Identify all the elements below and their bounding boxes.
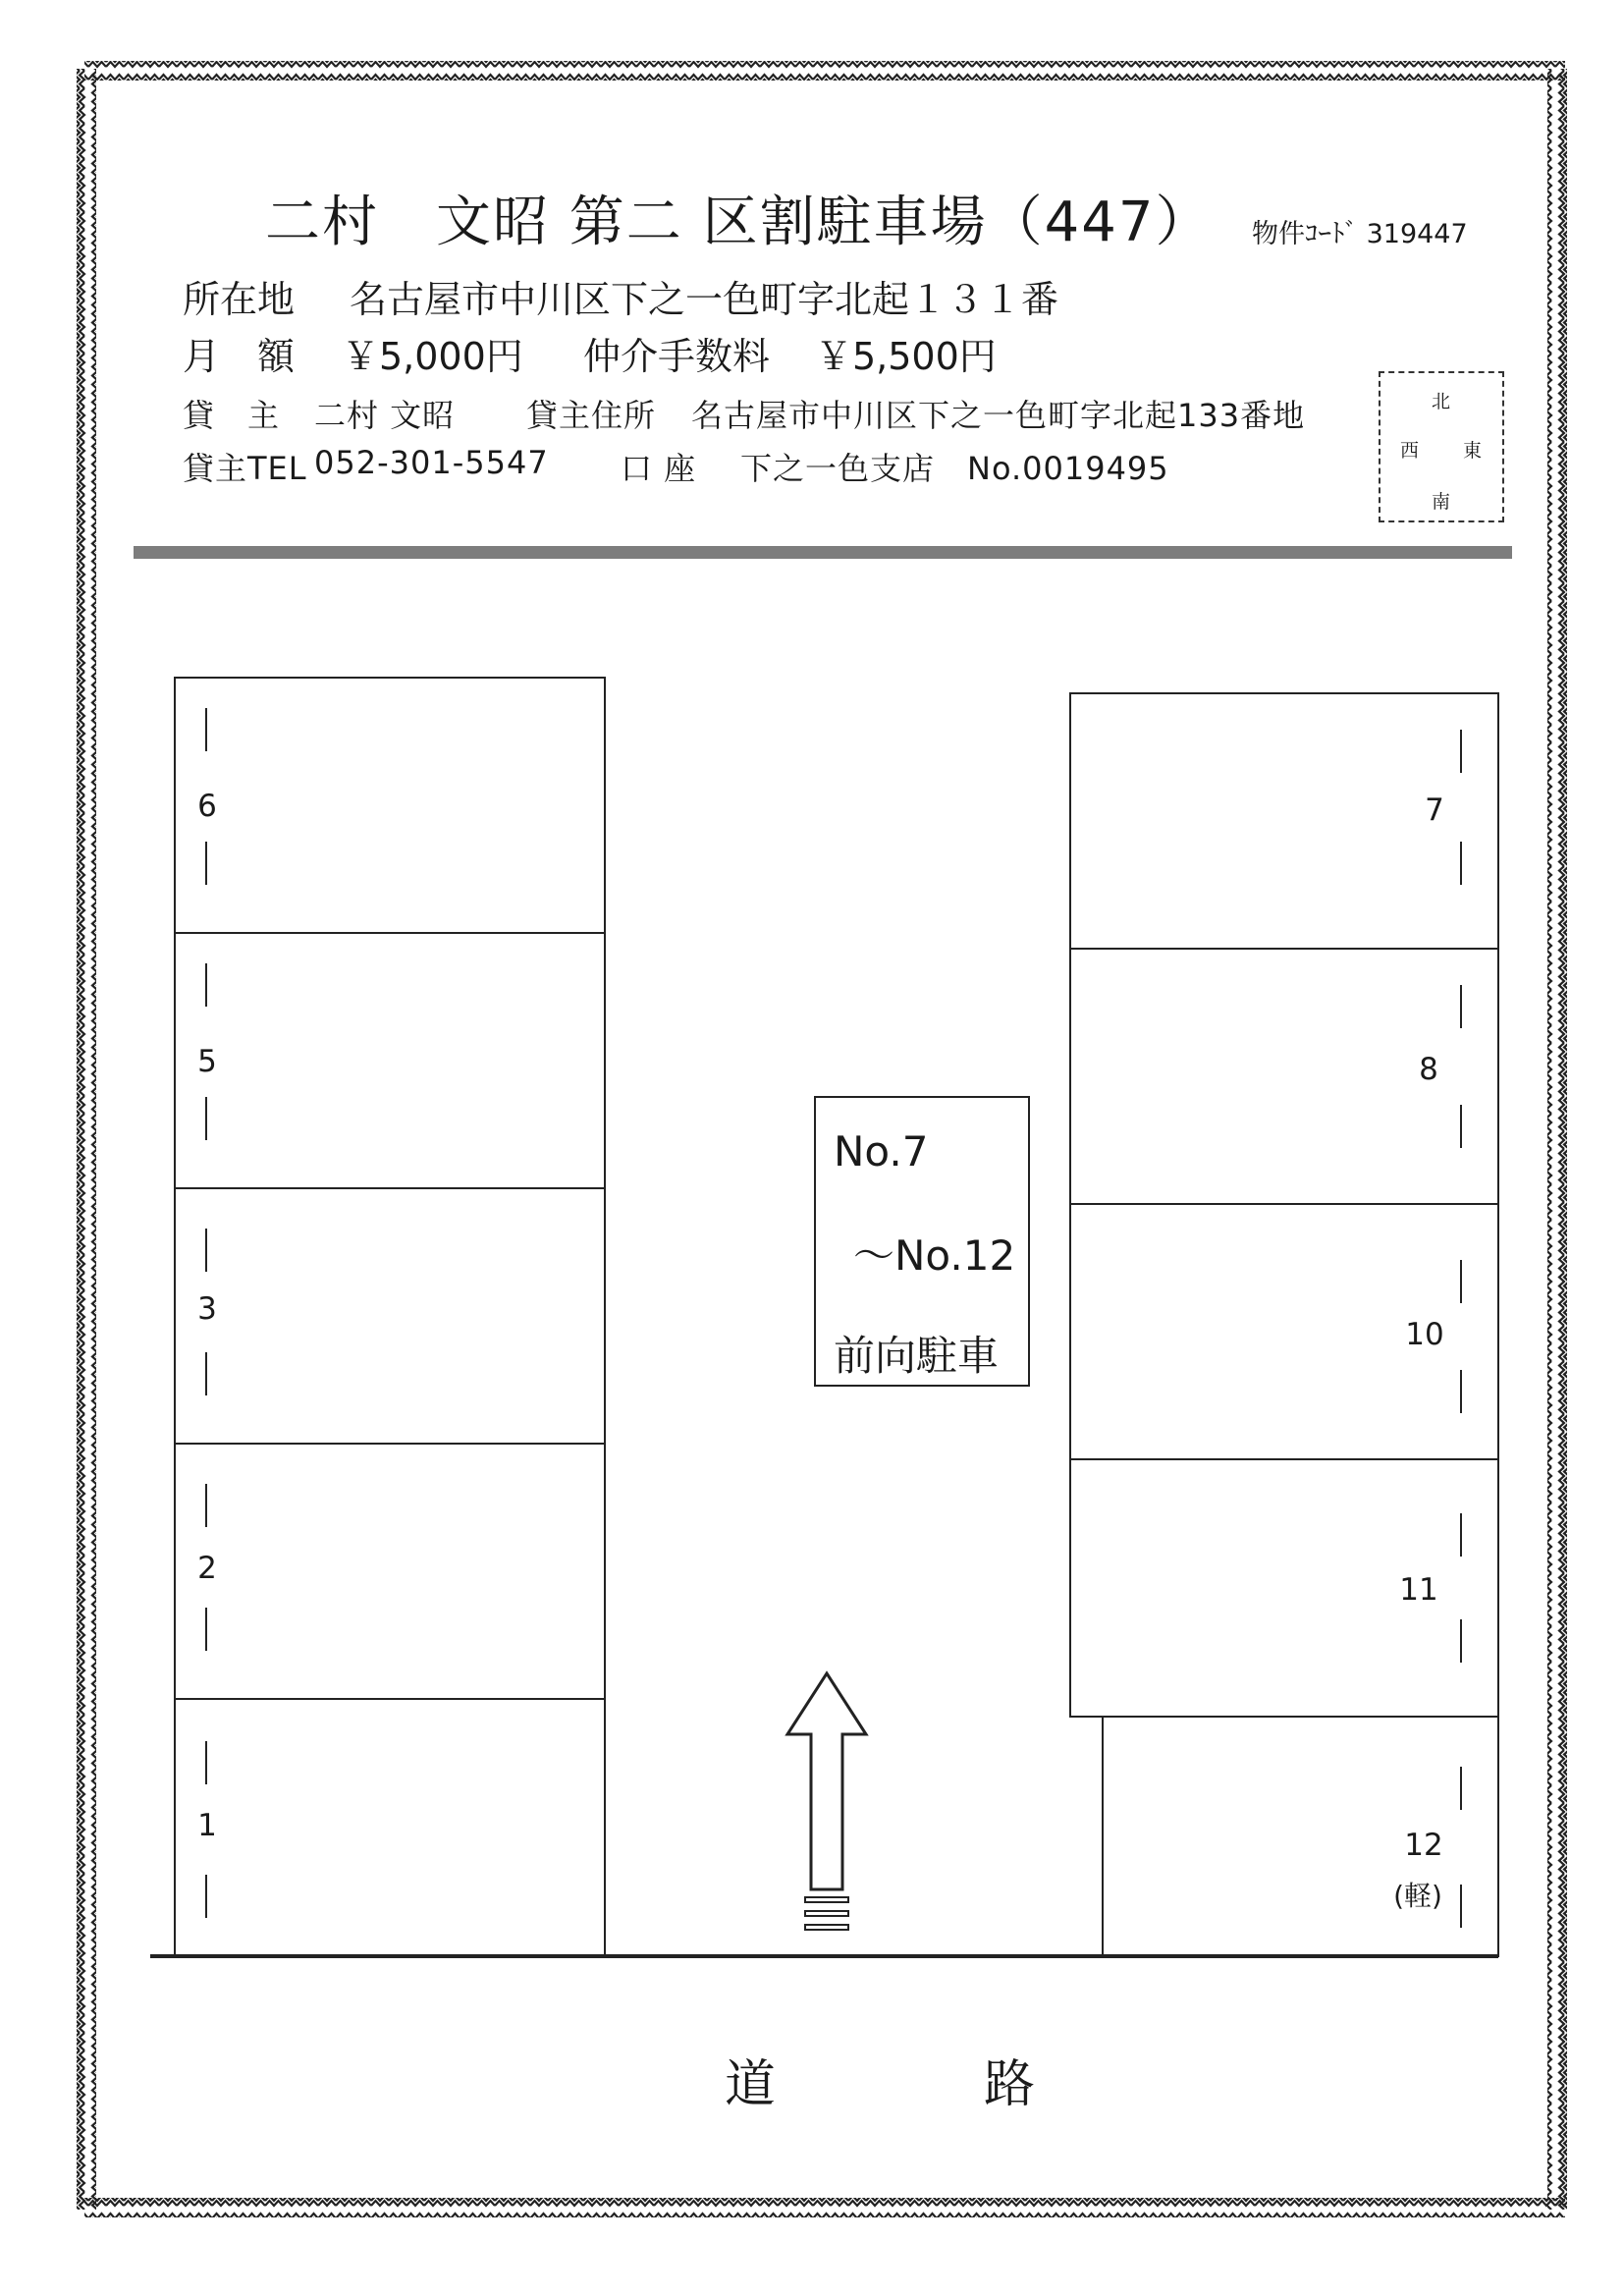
note-front-parking: 前向駐車 bbox=[834, 1332, 1000, 1380]
road-edge-line bbox=[150, 1954, 1498, 1958]
compass-south: 南 bbox=[1432, 491, 1451, 513]
road-label: 道 路 bbox=[725, 2055, 1114, 2114]
note-range-end: ～No.12 bbox=[853, 1231, 1016, 1280]
stall-12 bbox=[1102, 1716, 1499, 1957]
lessor-address-label: 貸主住所 bbox=[526, 397, 657, 434]
fee-value: ￥5,500円 bbox=[815, 335, 997, 378]
stall-number: 5 bbox=[197, 1044, 217, 1079]
kei-car-label: (軽) bbox=[1393, 1880, 1442, 1912]
stall-number: 1 bbox=[197, 1808, 217, 1843]
stall-number: 10 bbox=[1405, 1317, 1444, 1352]
lessor-address-value: 名古屋市中川区下之一色町字北起133番地 bbox=[691, 397, 1306, 434]
location-label: 所在地 bbox=[183, 278, 296, 321]
compass-east: 東 bbox=[1463, 440, 1483, 462]
stall-number: 11 bbox=[1399, 1572, 1438, 1608]
stall-number: 7 bbox=[1425, 793, 1444, 828]
compass-west: 西 bbox=[1400, 440, 1420, 462]
stall-2 bbox=[174, 1443, 606, 1700]
fee-label: 仲介手数料 bbox=[583, 335, 771, 378]
rent-label: 月 額 bbox=[183, 335, 296, 378]
property-code: 物件ｺｰﾄﾞ 319447 bbox=[1252, 219, 1468, 249]
stall-number: 8 bbox=[1419, 1052, 1438, 1087]
parking-note bbox=[814, 1096, 1030, 1387]
stall-number: 2 bbox=[197, 1551, 217, 1586]
stall-10 bbox=[1069, 1203, 1499, 1460]
stall-8 bbox=[1069, 948, 1499, 1205]
note-range-start: No.7 bbox=[834, 1127, 929, 1175]
account-label: 口 座 bbox=[621, 450, 697, 487]
rent-value: ￥5,000円 bbox=[342, 335, 523, 378]
location-value: 名古屋市中川区下之一色町字北起１３１番 bbox=[350, 278, 1059, 321]
compass-north: 北 bbox=[1432, 391, 1451, 412]
stall-number: 3 bbox=[197, 1291, 217, 1327]
stall-3 bbox=[174, 1187, 606, 1445]
stall-6 bbox=[174, 677, 606, 934]
account-value: 下之一色支店 No.0019495 bbox=[740, 450, 1169, 487]
lessor-tel-value: 052-301-5547 bbox=[314, 444, 549, 481]
stall-5 bbox=[174, 932, 606, 1189]
lessor-label: 貸 主 bbox=[183, 397, 281, 434]
stall-number: 6 bbox=[197, 789, 217, 824]
stall-number: 12 bbox=[1404, 1828, 1443, 1863]
stall-11 bbox=[1069, 1458, 1499, 1718]
lessor-tel-label: 貸主TEL bbox=[183, 450, 307, 487]
header-divider bbox=[134, 546, 1512, 559]
stall-1 bbox=[174, 1698, 606, 1957]
page-title: 二村 文昭 第二 区割駐車場（447） bbox=[265, 191, 1213, 254]
entrance-arrow-icon bbox=[778, 1669, 876, 1937]
compass-rose bbox=[1379, 371, 1504, 522]
stall-7 bbox=[1069, 692, 1499, 950]
lessor-value: 二村 文昭 bbox=[314, 397, 456, 434]
